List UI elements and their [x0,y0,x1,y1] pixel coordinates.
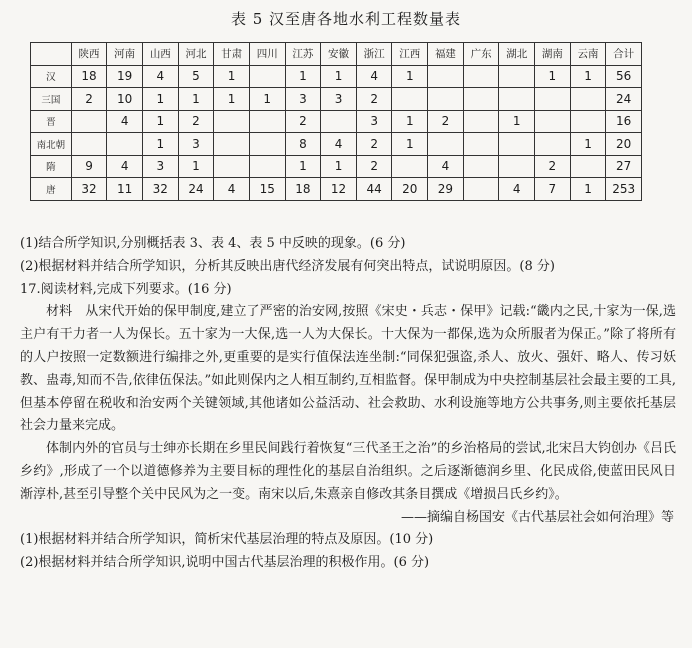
table-cell: 2 [356,88,392,111]
table-cell [463,155,499,178]
row-label: 汉 [31,65,72,88]
table-cell: 7 [535,178,571,201]
header-cell: 陕西 [71,43,107,66]
table-cell: 2 [71,88,107,111]
row-label: 南北朝 [31,133,72,156]
table-cell: 2 [535,155,571,178]
material-paragraph-2: 体制内外的官员与士绅亦长期在乡里民间践行着恢复“三代圣王之治”的乡治格局的尝试,北宋吕大钧创办《吕氏乡约》,形成了一个以道德修养为主要目标的理性化的基层自治组织。之后逐渐德润乡里、化民成俗,使蓝田民风日渐淳朴,甚至引导整个关中民风为之一变。南宋以后,朱熹亲自修改其条目撰成《增损吕氏乡约》。 [20,441,676,502]
table-cell: 32 [71,178,107,201]
table-cell: 3 [321,88,357,111]
table-cell: 1 [321,65,357,88]
table-cell: 1 [392,65,428,88]
header-cell: 江西 [392,43,428,66]
table-cell [463,178,499,201]
table-cell [249,65,285,88]
table-cell: 1 [285,155,321,178]
table-cell: 4 [321,133,357,156]
table-cell: 4 [107,110,143,133]
table-cell: 44 [356,178,392,201]
header-cell: 山西 [143,43,179,66]
table-cell: 1 [143,110,179,133]
table-cell: 3 [356,110,392,133]
table-cell: 8 [285,133,321,156]
table-cell [570,110,606,133]
table-cell [428,88,464,111]
table-cell: 4 [143,65,179,88]
table-cell: 4 [499,178,535,201]
table-cell: 4 [107,155,143,178]
table-row [31,110,642,133]
header-cell: 四川 [249,43,285,66]
table-cell: 1 [499,110,535,133]
table-cell: 29 [428,178,464,201]
material-paragraph-1: 材料 从宋代开始的保甲制度,建立了严密的治安网,按照《宋史・兵志・保甲》记载:“畿内之民,十家为一保,选主户有干力者一人为保长。五十家为一大保,选一人为大保长。十大保为一都保,选为众所服者为保正。”除了将所有的人户按照一定数额进行编排之外,更重要的是实行值保法连坐制:“同保犯强盗,杀人、放火、强奸、略人、传习妖教、蛊毒,知而不告,依律伍保法。”如此则保内之人相互制约,互相监督。保甲制成为中央控制基层社会最主要的工具,但基本停留在税收和治安两个关键领域,其他诸如公益活动、社会救助、水利设施等地方公共事务,则主要依托基层社会力量来完成。 [20,304,676,434]
header-cell: 广东 [463,43,499,66]
table-cell: 27 [606,155,642,178]
table-cell: 1 [214,88,250,111]
header-cell: 河南 [107,43,143,66]
header-cell: 浙江 [356,43,392,66]
header-cell: 福建 [428,43,464,66]
table-cell [71,110,107,133]
table-cell: 2 [356,155,392,178]
table-row [31,133,642,156]
table-cell: 18 [71,65,107,88]
table-cell: 2 [428,110,464,133]
header-corner [31,43,72,66]
table-cell [535,133,571,156]
header-cell: 安徽 [321,43,357,66]
table-cell [214,110,250,133]
header-cell: 甘肃 [214,43,250,66]
table-cell: 16 [606,110,642,133]
question-1: (1)结合所学知识,分别概括表 3、表 4、表 5 中反映的现象。(6 分) [20,236,406,251]
table-cell: 3 [285,88,321,111]
row-label: 唐 [31,178,72,201]
table-cell [499,65,535,88]
table-cell: 2 [356,133,392,156]
table-row [31,88,642,111]
table-cell: 2 [285,110,321,133]
header-cell: 云南 [570,43,606,66]
table-cell: 24 [606,88,642,111]
table-cell [499,133,535,156]
table-cell [249,133,285,156]
table-cell: 3 [143,155,179,178]
table-cell: 15 [249,178,285,201]
table-cell: 10 [107,88,143,111]
table-cell [249,110,285,133]
table-cell [107,133,143,156]
table-cell: 1 [214,65,250,88]
table-cell [249,155,285,178]
table-cell [463,110,499,133]
table-cell: 11 [107,178,143,201]
table-cell: 9 [71,155,107,178]
table-cell [463,65,499,88]
table-row [31,155,642,178]
table-cell [499,155,535,178]
water-project-table [30,42,642,201]
table-cell [214,155,250,178]
table-cell: 1 [249,88,285,111]
table-cell [71,133,107,156]
row-label: 三国 [31,88,72,111]
table-cell [463,88,499,111]
table-cell: 20 [392,178,428,201]
header-cell: 河北 [178,43,214,66]
table-cell [428,65,464,88]
table-cell: 2 [178,110,214,133]
table-cell [463,133,499,156]
table-cell [392,155,428,178]
header-cell: 合计 [606,43,642,66]
table-row [31,65,642,88]
header-cell: 江苏 [285,43,321,66]
table-cell: 24 [178,178,214,201]
table-cell [535,88,571,111]
table-cell: 1 [535,65,571,88]
header-cell: 湖北 [499,43,535,66]
table-title: 表 5 汉至唐各地水利工程数量表 [230,10,462,28]
sub-question-2: (2)根据材料并结合所学知识,说明中国古代基层治理的积极作用。(6 分) [20,555,430,571]
table-cell: 1 [392,133,428,156]
table-cell: 1 [321,155,357,178]
table-cell: 18 [285,178,321,201]
question-17-heading: 17.阅读材料,完成下列要求。(16 分) [20,281,232,297]
row-label: 晋 [31,110,72,133]
table-cell [570,155,606,178]
material-source: ——摘编自杨国安《古代基层社会如何治理》等 [400,509,674,525]
table-cell [570,88,606,111]
table-cell [214,133,250,156]
row-label: 隋 [31,155,72,178]
table-cell: 56 [606,65,642,88]
sub-question-1: (1)根据材料并结合所学知识，简析宋代基层治理的特点及原因。(10 分) [20,532,434,548]
table-cell: 1 [285,65,321,88]
table-cell: 12 [321,178,357,201]
table-cell [321,110,357,133]
table-cell: 253 [606,178,642,201]
header-cell: 湖南 [535,43,571,66]
table-cell: 1 [392,110,428,133]
table-row [31,178,642,201]
question-2: (2)根据材料并结合所学知识，分析其反映出唐代经济发展有何突出特点，试说明原因。(8 分) [20,258,555,274]
table-cell: 4 [428,155,464,178]
table-cell: 1 [143,133,179,156]
table-cell: 1 [570,133,606,156]
table-cell: 19 [107,65,143,88]
table-cell [392,88,428,111]
question-text [20,233,676,575]
table-cell: 32 [143,178,179,201]
table-cell: 1 [178,155,214,178]
table-cell: 1 [143,88,179,111]
table-cell: 1 [570,65,606,88]
table-cell: 1 [570,178,606,201]
table-cell [428,133,464,156]
table-header-row [31,43,642,66]
table-cell: 1 [178,88,214,111]
table-cell: 4 [356,65,392,88]
table-cell: 4 [214,178,250,201]
table-cell: 5 [178,65,214,88]
table-cell [499,88,535,111]
table-cell: 3 [178,133,214,156]
table-cell: 20 [606,133,642,156]
table-cell [535,110,571,133]
